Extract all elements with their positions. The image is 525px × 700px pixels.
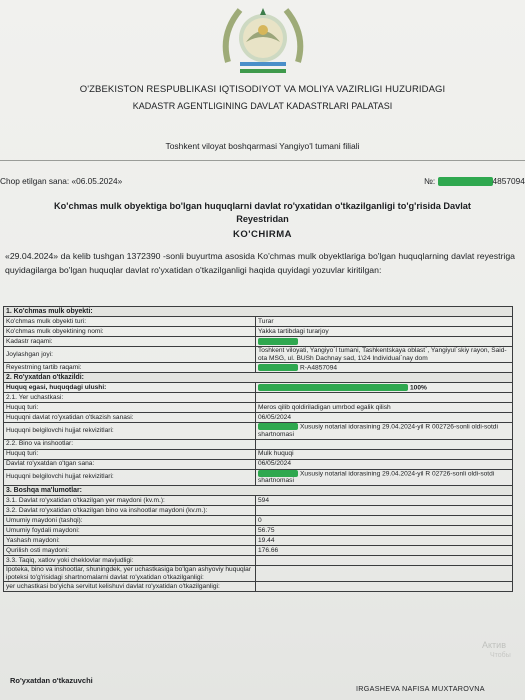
table-row (4, 469, 513, 485)
row-label: Kadastr raqami: (4, 337, 256, 347)
row-value-cell (256, 393, 513, 403)
row-value-cell (256, 327, 513, 337)
row-value: Yakka tartibdagi turarjoy (258, 327, 329, 335)
registrar-label: Ro'yxatdan o'tkazuvchi (10, 676, 93, 685)
row-value-cell (256, 383, 513, 393)
row-value: 100% (410, 383, 427, 391)
row-label: Yashash maydoni: (4, 535, 256, 545)
row-value: Xususiy notarial idorasining 29.04.2024-yil R 002726-sonli oldi-sotdi shartnomasi (258, 423, 498, 438)
table-row (4, 545, 513, 555)
section-heading: 1. Ko'chmas mulk obyekti: (4, 307, 513, 317)
redaction-mark (258, 384, 408, 391)
table-row (4, 337, 513, 347)
row-label: 2.2. Bino va inshootlar: (4, 439, 256, 449)
table-row (4, 459, 513, 469)
table-row (4, 525, 513, 535)
row-value: 19.44 (258, 536, 275, 544)
redaction-mark (258, 423, 298, 430)
row-label: Umumiy maydoni (tashqi): (4, 515, 256, 525)
branch-name: Toshkent viloyat boshqarmasi Yangiyo'l tumani filiali (165, 141, 360, 151)
table-row (4, 535, 513, 545)
row-label: Joylashgan joyi: (4, 347, 256, 363)
table-row (4, 347, 513, 363)
row-label: Huquq egasi, huquqdagi ulushi: (4, 383, 256, 393)
row-label: Huquqni belgilovchi hujjat rekvizitlari: (4, 469, 256, 485)
row-value-cell (256, 565, 513, 581)
row-value: 06/05/2024 (258, 413, 292, 421)
row-label: 3.1. Davlat ro'yxatidan o'tkazilgan yer maydoni (kv.m.): (4, 495, 256, 505)
table-row (4, 449, 513, 459)
row-value-cell (256, 582, 513, 592)
number-label: №: (424, 176, 436, 186)
row-label: Davlat ro'yxatdan o'tgan sana: (4, 459, 256, 469)
state-emblem-icon (218, 2, 308, 78)
row-label: Huquq turi: (4, 403, 256, 413)
watermark-text: Актив (482, 640, 506, 650)
row-value-cell (256, 439, 513, 449)
row-value: Toshkent viloyati, Yangiyo`l tumani, Tashkentskaya oblast`, Yangiyul`skiy rayon, Said-ota MSG, ul. BUSh Dachnaу sad, 1\24 Individual`nay dom (258, 347, 507, 362)
table-row (4, 515, 513, 525)
row-label: Huquq turi: (4, 449, 256, 459)
document-subtitle: KO'CHIRMA (232, 229, 292, 240)
row-value: Xususiy notarial idorasining 29.04.2024-yil R 02726-sonli oldi-sotdi shartnomasi (258, 469, 495, 485)
row-value: 0 (258, 516, 262, 524)
redaction-mark (438, 177, 493, 186)
row-label: Qurilish osti maydoni: (4, 545, 256, 555)
row-value-cell (256, 555, 513, 565)
table-section-row (4, 485, 513, 495)
row-value-cell (256, 535, 513, 545)
row-label: yer uchastkasi bo'yicha servitut kelishuvi davlat ro'yxatidan o'tkazilganligi: (4, 582, 256, 592)
table-row (4, 423, 513, 439)
table-row (4, 363, 513, 373)
table-row (4, 327, 513, 337)
table-row (4, 317, 513, 327)
row-label: Ko'chmas mulk obyektining nomi: (4, 327, 256, 337)
row-value-cell (256, 515, 513, 525)
row-value: 594 (258, 496, 270, 504)
table-section-row (4, 307, 513, 317)
row-value-cell (256, 449, 513, 459)
table-section-row (4, 373, 513, 383)
organization-line-2: KADASTR AGENTLIGINING DAVLAT KADASTRLARI PALATASI (132, 101, 393, 111)
row-value-cell (256, 317, 513, 327)
organization-line-1: O'ZBEKISTON RESPUBLIKASI IQTISODIYOT VA MOLIYA VAZIRLIGI HUZURIDAGI (79, 84, 446, 95)
table-row (4, 495, 513, 505)
row-value-cell (256, 459, 513, 469)
row-label: 3.2. Davlat ro'yxatidan o'tkazilgan bino va inshootlar maydoni (kv.m.): (4, 505, 256, 515)
row-value: 56.75 (258, 526, 275, 534)
number-suffix: 4857094 (492, 176, 525, 186)
table-row (4, 383, 513, 393)
watermark-text-2: Чтобы (490, 652, 511, 659)
table-row (4, 393, 513, 403)
table-row (4, 403, 513, 413)
row-label: Huquqni davlat ro'yxatidan o'tkazish sanasi: (4, 413, 256, 423)
row-value: Mulk huquqi (258, 450, 294, 458)
table-row (4, 439, 513, 449)
row-label: 3.3. Taqiq, xatlov yoki cheklovlar mavjudligi: (4, 555, 256, 565)
section-heading: 2. Ro'yxatdan o'tkazildi: (4, 373, 513, 383)
row-label: Ko'chmas mulk obyekti turi: (4, 317, 256, 327)
row-value-cell (256, 413, 513, 423)
table-row (4, 565, 513, 581)
row-value-cell (256, 403, 513, 413)
row-value-cell (256, 423, 513, 439)
row-value-cell (256, 495, 513, 505)
redaction-mark (258, 338, 298, 345)
row-value-cell (256, 337, 513, 347)
table-row (4, 582, 513, 592)
redaction-mark (258, 470, 298, 477)
print-date: Chop etilgan sana: «06.05.2024» (0, 176, 123, 186)
registrar-name: IRGASHEVA NAFISA MUXTAROVNA (356, 684, 485, 693)
row-label: Ipoteka, bino va inshootlar, shuningdek, yer uchastkasiga bo'lgan ashyoviy huquqlar ipoteksi to'g'risidagi shartnomalarni davlat ro'yxatidan o'tkazilganligi: (4, 565, 256, 581)
redaction-mark (258, 364, 298, 371)
intro-paragraph: «29.04.2024» da kelib tushgan 1372390 -sonli buyurtma asosida Ko'chmas mulk obyektlariga bo'lgan huquqlarning davlat reyestriga quyidagilarga bo'lgan huquqlar davlat ro'yxatidan o'tkazilganligi haqida quyidagi yozuvlar kiritilgan: (5, 251, 515, 275)
registry-table (3, 306, 513, 592)
row-value-cell (256, 505, 513, 515)
row-label: 2.1. Yer uchastkasi: (4, 393, 256, 403)
document-number (424, 176, 525, 186)
row-value: R-A4857094 (300, 363, 338, 371)
row-value-cell (256, 545, 513, 555)
divider (0, 160, 525, 161)
row-value-cell (256, 525, 513, 535)
row-label: Reyestrning tartib raqami: (4, 363, 256, 373)
table-row (4, 505, 513, 515)
row-value-cell (256, 347, 513, 363)
row-value-cell (256, 469, 513, 485)
table-row (4, 555, 513, 565)
row-value: Turar (258, 317, 274, 325)
row-value: Meros qilib qoldiriladigan umrbod egalik qilish (258, 403, 391, 411)
row-value: 176.66 (258, 546, 279, 554)
document-title: Ko'chmas mulk obyektiga bo'lgan huquqlarni davlat ro'yxatidan o'tkazilganligi to'g'risida Davlat Reyestridan (54, 201, 471, 224)
row-label: Umumiy foydali maydoni: (4, 525, 256, 535)
row-value: 06/05/2024 (258, 460, 292, 468)
row-label: Huquqni belgilovchi hujjat rekvizitlari: (4, 423, 256, 439)
section-heading: 3. Boshqa ma'lumotlar: (4, 485, 513, 495)
row-value-cell (256, 363, 513, 373)
table-row (4, 413, 513, 423)
